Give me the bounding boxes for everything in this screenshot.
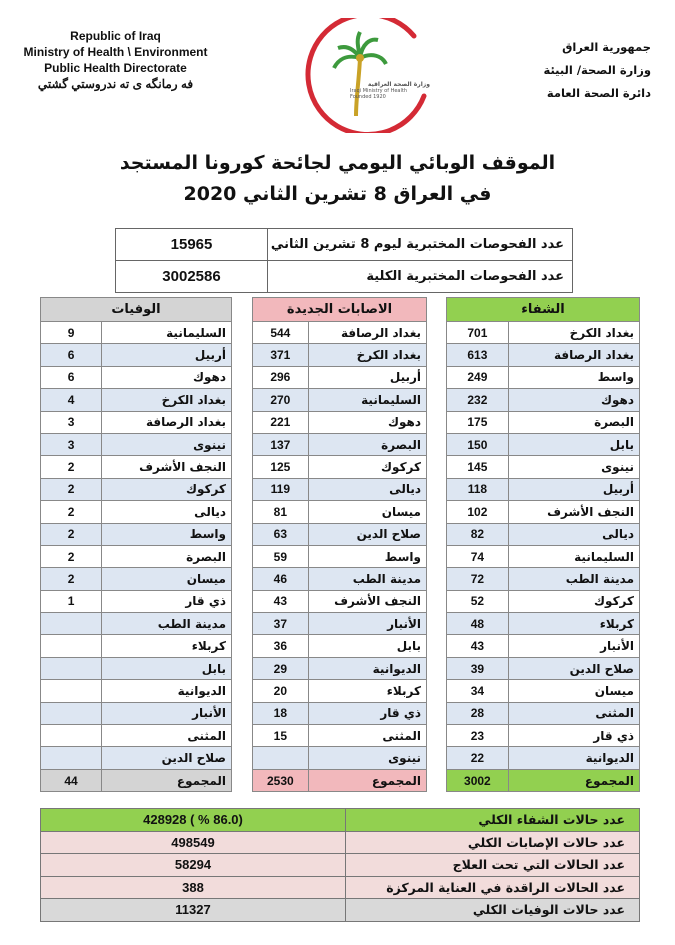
new-cases-header-row: [253, 298, 427, 322]
deaths-governorate: أربيل: [102, 344, 232, 366]
tests-daily-row: [116, 229, 573, 261]
deaths-value: 6: [41, 366, 102, 388]
table-row: [253, 478, 427, 500]
new-cases-governorate: ميسان: [308, 501, 426, 523]
deaths-governorate: النجف الأشرف: [102, 456, 232, 478]
totals-summary-table: [40, 808, 640, 922]
table-row: [41, 635, 232, 657]
ministry-logo-icon: [296, 18, 441, 133]
new-cases-governorate: النجف الأشرف: [308, 590, 426, 612]
new-cases-total-value: 2530: [253, 769, 309, 791]
table-row: [447, 657, 640, 679]
deaths-value: [41, 635, 102, 657]
new-cases-governorate: بغداد الرصافة: [308, 322, 426, 344]
recoveries-value: 43: [447, 635, 509, 657]
header-ar-ministry: وزارة الصحة/ البيئة: [543, 63, 651, 77]
deaths-governorate: بابل: [102, 657, 232, 679]
deaths-value: 9: [41, 322, 102, 344]
deaths-governorate: بغداد الرصافة: [102, 411, 232, 433]
new-cases-governorate: كركوك: [308, 456, 426, 478]
deaths-value: 6: [41, 344, 102, 366]
recoveries-value: 102: [447, 501, 509, 523]
table-row: [253, 523, 427, 545]
recoveries-value: 232: [447, 389, 509, 411]
table-row: [253, 725, 427, 747]
new-cases-governorate: أربيل: [308, 366, 426, 388]
table-row: [447, 568, 640, 590]
deaths-governorate: صلاح الدين: [102, 747, 232, 769]
table-row: [41, 747, 232, 769]
recoveries-governorate: النجف الأشرف: [508, 501, 639, 523]
new-cases-governorate: ذي قار: [308, 702, 426, 724]
table-row: [41, 657, 232, 679]
deaths-governorate: نينوى: [102, 433, 232, 455]
new-cases-value: [253, 747, 309, 769]
recoveries-total-row: [447, 769, 640, 791]
new-cases-governorate: السليمانية: [308, 389, 426, 411]
summary-row: [41, 899, 640, 922]
table-row: [447, 545, 640, 567]
deaths-value: 1: [41, 590, 102, 612]
table-row: [253, 747, 427, 769]
recoveries-value: 39: [447, 657, 509, 679]
recoveries-governorate: البصرة: [508, 411, 639, 433]
table-row: [253, 613, 427, 635]
table-row: [253, 322, 427, 344]
tests-total-label: عدد الفحوصات المختبرية الكلية: [268, 261, 573, 293]
deaths-governorate: السليمانية: [102, 322, 232, 344]
table-row: [253, 680, 427, 702]
recoveries-value: 150: [447, 433, 509, 455]
new-cases-header: الاصابات الجديدة: [253, 298, 427, 322]
deaths-value: 2: [41, 545, 102, 567]
table-row: [253, 545, 427, 567]
recoveries-value: 48: [447, 613, 509, 635]
table-row: [41, 702, 232, 724]
deaths-governorate: كركوك: [102, 478, 232, 500]
new-cases-value: 46: [253, 568, 309, 590]
deaths-governorate: كربلاء: [102, 635, 232, 657]
summary-label: عدد الحالات الراقدة في العناية المركزة: [346, 876, 640, 899]
recoveries-governorate: الأنبار: [508, 635, 639, 657]
tests-daily-value: 15965: [116, 229, 268, 261]
deaths-value: 4: [41, 389, 102, 411]
recoveries-total-label: المجموع: [508, 769, 639, 791]
recoveries-value: 52: [447, 590, 509, 612]
table-row: [447, 680, 640, 702]
summary-label: عدد حالات الإصابات الكلي: [346, 831, 640, 854]
new-cases-value: 37: [253, 613, 309, 635]
table-row: [447, 322, 640, 344]
table-row: [253, 568, 427, 590]
recoveries-value: 34: [447, 680, 509, 702]
new-cases-governorate: بابل: [308, 635, 426, 657]
table-row: [447, 411, 640, 433]
deaths-value: [41, 747, 102, 769]
recoveries-governorate: كركوك: [508, 590, 639, 612]
recoveries-value: 74: [447, 545, 509, 567]
new-cases-value: 81: [253, 501, 309, 523]
recoveries-value: 22: [447, 747, 509, 769]
recoveries-governorate: دهوك: [508, 389, 639, 411]
deaths-header-row: [41, 298, 232, 322]
recoveries-governorate: نينوى: [508, 456, 639, 478]
lab-tests-table: [115, 228, 573, 293]
table-row: [41, 456, 232, 478]
deaths-governorate: ميسان: [102, 568, 232, 590]
deaths-total-row: [41, 769, 232, 791]
recoveries-value: 145: [447, 456, 509, 478]
summary-label: عدد حالات الوفيات الكلي: [346, 899, 640, 922]
table-row: [41, 366, 232, 388]
new-cases-governorate: دهوك: [308, 411, 426, 433]
recoveries-value: 118: [447, 478, 509, 500]
table-row: [41, 478, 232, 500]
recoveries-governorate: أربيل: [508, 478, 639, 500]
table-row: [253, 657, 427, 679]
table-row: [447, 389, 640, 411]
summary-value: 428928 ( % 86.0): [41, 809, 346, 832]
table-row: [447, 501, 640, 523]
tests-daily-label: عدد الفحوصات المختبرية ليوم 8 تشرين الثاني: [268, 229, 573, 261]
table-row: [447, 635, 640, 657]
deaths-total-label: المجموع: [102, 769, 232, 791]
deaths-governorate: دهوك: [102, 366, 232, 388]
recoveries-header-row: [447, 298, 640, 322]
header-line-country: Republic of Iraq: [70, 29, 161, 43]
recoveries-value: 82: [447, 523, 509, 545]
recoveries-governorate: ديالى: [508, 523, 639, 545]
table-row: [447, 702, 640, 724]
table-row: [41, 725, 232, 747]
recoveries-governorate: مدينة الطب: [508, 568, 639, 590]
new-cases-governorate: كربلاء: [308, 680, 426, 702]
deaths-value: 2: [41, 523, 102, 545]
deaths-governorate: الديوانية: [102, 680, 232, 702]
table-row: [41, 322, 232, 344]
new-cases-governorate: صلاح الدين: [308, 523, 426, 545]
new-cases-value: 125: [253, 456, 309, 478]
new-cases-governorate: بغداد الكرخ: [308, 344, 426, 366]
table-row: [253, 456, 427, 478]
table-row: [447, 344, 640, 366]
new-cases-value: 15: [253, 725, 309, 747]
table-row: [447, 478, 640, 500]
deaths-value: 3: [41, 411, 102, 433]
new-cases-governorate: نينوى: [308, 747, 426, 769]
new-cases-governorate: المثنى: [308, 725, 426, 747]
recoveries-value: 28: [447, 702, 509, 724]
deaths-governorate: البصرة: [102, 545, 232, 567]
report-title: الموقف الوبائي اليومي لجائحة كورونا المستجد: [119, 152, 556, 174]
new-cases-value: 36: [253, 635, 309, 657]
report-date: في العراق 8 تشرين الثاني 2020: [183, 183, 492, 205]
table-row: [253, 411, 427, 433]
table-row: [41, 680, 232, 702]
recoveries-governorate: بغداد الكرخ: [508, 322, 639, 344]
new-cases-value: 544: [253, 322, 309, 344]
table-row: [253, 702, 427, 724]
deaths-governorate: الأنبار: [102, 702, 232, 724]
ministry-header-english: [8, 28, 223, 92]
new-cases-value: 270: [253, 389, 309, 411]
table-row: [41, 344, 232, 366]
recoveries-governorate: كربلاء: [508, 613, 639, 635]
recoveries-governorate: المثنى: [508, 702, 639, 724]
deaths-value: 2: [41, 568, 102, 590]
recoveries-governorate: ذي قار: [508, 725, 639, 747]
new-cases-governorate: مدينة الطب: [308, 568, 426, 590]
new-cases-value: 18: [253, 702, 309, 724]
summary-label: عدد حالات الشفاء الكلي: [346, 809, 640, 832]
new-cases-value: 371: [253, 344, 309, 366]
deaths-header: الوفيات: [41, 298, 232, 322]
deaths-value: 2: [41, 456, 102, 478]
ministry-header-arabic: [501, 36, 651, 105]
new-cases-value: 29: [253, 657, 309, 679]
table-row: [253, 389, 427, 411]
deaths-value: [41, 725, 102, 747]
header-line-ministry: Ministry of Health \ Environment: [23, 45, 208, 59]
table-row: [41, 545, 232, 567]
deaths-value: [41, 702, 102, 724]
table-row: [41, 590, 232, 612]
deaths-table: [40, 297, 232, 792]
new-cases-table: [252, 297, 427, 792]
summary-row: [41, 876, 640, 899]
summary-row: [41, 854, 640, 877]
deaths-value: [41, 657, 102, 679]
deaths-value: 2: [41, 478, 102, 500]
table-row: [41, 389, 232, 411]
summary-value: 388: [41, 876, 346, 899]
deaths-governorate: المثنى: [102, 725, 232, 747]
recoveries-governorate: السليمانية: [508, 545, 639, 567]
new-cases-value: 221: [253, 411, 309, 433]
recoveries-governorate: صلاح الدين: [508, 657, 639, 679]
header-line-kurdish: فه رمانگه ی ته ندروستي گشتي: [37, 77, 194, 91]
recoveries-total-value: 3002: [447, 769, 509, 791]
table-row: [447, 747, 640, 769]
table-row: [253, 344, 427, 366]
summary-label: عدد الحالات التي تحت العلاج: [346, 854, 640, 877]
recoveries-value: 23: [447, 725, 509, 747]
deaths-governorate: ذي قار: [102, 590, 232, 612]
deaths-total-value: 44: [41, 769, 102, 791]
table-row: [447, 523, 640, 545]
new-cases-value: 296: [253, 366, 309, 388]
table-row: [447, 590, 640, 612]
new-cases-value: 119: [253, 478, 309, 500]
summary-value: 498549: [41, 831, 346, 854]
recoveries-governorate: بغداد الرصافة: [508, 344, 639, 366]
table-row: [41, 613, 232, 635]
deaths-governorate: مدينة الطب: [102, 613, 232, 635]
table-row: [253, 433, 427, 455]
table-row: [253, 635, 427, 657]
table-row: [41, 411, 232, 433]
summary-row: [41, 809, 640, 832]
table-row: [447, 725, 640, 747]
new-cases-governorate: الديوانية: [308, 657, 426, 679]
summary-value: 58294: [41, 854, 346, 877]
recoveries-governorate: بابل: [508, 433, 639, 455]
table-row: [253, 366, 427, 388]
new-cases-value: 59: [253, 545, 309, 567]
summary-row: [41, 831, 640, 854]
header-ar-directorate: دائرة الصحة العامة: [546, 86, 651, 100]
table-row: [253, 590, 427, 612]
table-row: [41, 523, 232, 545]
new-cases-governorate: الأنبار: [308, 613, 426, 635]
deaths-governorate: ديالى: [102, 501, 232, 523]
table-row: [447, 366, 640, 388]
recoveries-value: 175: [447, 411, 509, 433]
recoveries-governorate: الديوانية: [508, 747, 639, 769]
recoveries-governorate: ميسان: [508, 680, 639, 702]
summary-value: 11327: [41, 899, 346, 922]
table-row: [41, 501, 232, 523]
recoveries-value: 701: [447, 322, 509, 344]
table-row: [447, 456, 640, 478]
new-cases-value: 43: [253, 590, 309, 612]
new-cases-total-row: [253, 769, 427, 791]
table-row: [41, 568, 232, 590]
table-row: [41, 433, 232, 455]
new-cases-governorate: واسط: [308, 545, 426, 567]
new-cases-governorate: البصرة: [308, 433, 426, 455]
recoveries-table: [446, 297, 640, 792]
table-row: [253, 501, 427, 523]
deaths-value: 3: [41, 433, 102, 455]
recoveries-header: الشفاء: [447, 298, 640, 322]
recoveries-value: 613: [447, 344, 509, 366]
new-cases-value: 63: [253, 523, 309, 545]
new-cases-value: 137: [253, 433, 309, 455]
tests-total-value: 3002586: [116, 261, 268, 293]
header-line-directorate: Public Health Directorate: [44, 61, 187, 75]
table-row: [447, 433, 640, 455]
table-row: [447, 613, 640, 635]
tests-total-row: [116, 261, 573, 293]
deaths-value: [41, 680, 102, 702]
recoveries-value: 249: [447, 366, 509, 388]
deaths-value: 2: [41, 501, 102, 523]
deaths-governorate: واسط: [102, 523, 232, 545]
deaths-value: [41, 613, 102, 635]
recoveries-value: 72: [447, 568, 509, 590]
new-cases-total-label: المجموع: [308, 769, 426, 791]
logo-caption: وزارة الصحة العراقية Iraqi Ministry of Health Founded 1920: [350, 81, 430, 100]
recoveries-governorate: واسط: [508, 366, 639, 388]
header-ar-country: جمهورية العراق: [562, 40, 651, 54]
deaths-governorate: بغداد الكرخ: [102, 389, 232, 411]
new-cases-value: 20: [253, 680, 309, 702]
new-cases-governorate: ديالى: [308, 478, 426, 500]
